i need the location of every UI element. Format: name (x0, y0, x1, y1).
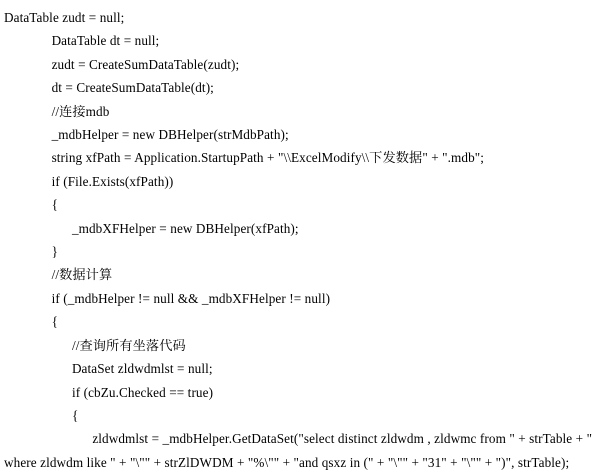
code-line: DataTable zudt = null; (4, 10, 125, 25)
code-line: if (File.Exists(xfPath)) (4, 173, 174, 189)
code-line: DataTable dt = null; (4, 33, 160, 49)
code-line: { (4, 197, 58, 213)
code-line: //连接mdb (4, 103, 110, 119)
code-line: } (4, 244, 58, 260)
code-line: _mdbXFHelper = new DBHelper(xfPath); (4, 220, 299, 236)
code-line: _mdbHelper = new DBHelper(strMdbPath); (4, 127, 289, 143)
code-line: { (4, 314, 58, 330)
code-line: if (_mdbHelper != null && _mdbXFHelper != null) (4, 290, 331, 306)
code-line: DataSet zldwdmlst = null; (4, 361, 213, 377)
code-line: if (cbZu.Checked == true) (4, 384, 214, 400)
code-line: zldwdmlst = _mdbHelper.GetDataSet("select distinct zldwdm , zldwmc from " + strTable + " where zldwdm like " + "\"" + strZlDWDM + "%\"" + "and qsxz in (" + "\"" + "31" + "\"" + ")", strTable); (4, 431, 596, 470)
code-line: //查询所有坐落代码 (4, 337, 186, 353)
code-line: { (4, 407, 79, 423)
code-line: dt = CreateSumDataTable(dt); (4, 80, 214, 96)
code-line: string xfPath = Application.StartupPath + "\\ExcelModify\\下发数据" + ".mdb"; (4, 150, 485, 166)
code-line: //数据计算 (4, 267, 113, 283)
code-line: zudt = CreateSumDataTable(zudt); (4, 56, 240, 72)
